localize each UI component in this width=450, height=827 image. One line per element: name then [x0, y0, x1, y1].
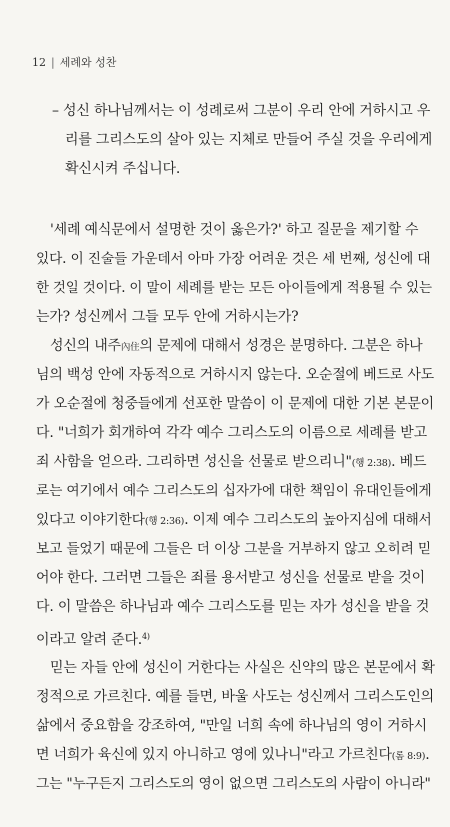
header-separator: |	[51, 56, 55, 69]
running-header	[32, 54, 116, 70]
text-line: – 성신 하나님께서는 이 성례로써 그분이 우리 안에 거하시고 우	[52, 103, 431, 119]
text-line: 님의 백성 안에 자동적으로 거하시지 않는다. 오순절에 베드로 사도	[36, 367, 434, 383]
page-number: 12	[32, 56, 46, 69]
paragraph-indwelling	[36, 332, 436, 651]
text-line: 믿는 자들 안에 성신이 거한다는 사실은 신약의 많은 본문에서 확	[50, 660, 435, 676]
text-line	[36, 741, 436, 770]
text-span: . 이제 예수 그리스도의 높아지심에 대해서	[184, 512, 432, 528]
text-span: . 베드	[391, 454, 427, 470]
text-line: 로는 여기에서 예수 그리스도의 십자가에 대한 책임이 유대인들에게	[36, 483, 432, 499]
text-line	[36, 332, 436, 361]
text-span: 성신의 내주	[50, 338, 121, 354]
scripture-reference: (행 2:38)	[351, 458, 392, 469]
text-span: 의 문제에 대해서 성경은 분명하다. 그분은 하나	[139, 338, 423, 354]
text-line: 는가? 성신께서 그들 모두 안에 거하시는가?	[36, 309, 299, 325]
text-span: 있다고 이야기한다	[36, 512, 145, 528]
text-line: 어야 한다. 그러면 그들은 죄를 용서받고 성신을 선물로 받을 것이	[36, 570, 425, 586]
text-line: 다. 이 말씀은 하나님과 예수 그리스도를 믿는 자가 성신을 받을 것	[36, 599, 430, 615]
hanja-annotation: 內住	[120, 342, 140, 353]
chapter-title: 세례와 성찬	[59, 56, 117, 69]
text-line	[36, 506, 436, 535]
text-line: 그는 "누구든지 그리스도의 영이 없으면 그리스도의 사람이 아니라"	[36, 776, 431, 792]
text-line	[36, 448, 436, 477]
text-span: .	[425, 747, 430, 763]
text-line: 다. "너희가 회개하여 각각 예수 그리스도의 이름으로 세례를 받고	[36, 425, 427, 441]
scripture-reference: (행 2:36)	[144, 516, 185, 527]
text-line: 정적으로 가르친다. 예를 들면, 바울 사도는 성신께서 그리스도인의	[36, 689, 434, 705]
text-span: 죄 사함을 얻으라. 그리하면 성신을 선물로 받으리니"	[36, 454, 352, 470]
text-line: 한 것일 것이다. 이 말이 세례를 받는 모든 아이들에게 적용될 수 있는	[36, 280, 432, 296]
scripture-reference: (롬 8:9)	[391, 751, 426, 762]
text-span: 이라고 알려 준다.	[36, 632, 143, 648]
text-line: '세례 예식문에서 설명한 것이 옳은가?' 하고 질문을 제기할 수	[50, 222, 419, 238]
text-line: 가 오순절에 청중들에게 선포한 말씀이 이 문제에 대한 기본 본문이	[36, 396, 434, 412]
text-line: 리를 그리스도의 살아 있는 지체로 만들어 주실 것을 우리에게	[65, 132, 433, 148]
footnote-marker: 4)	[142, 632, 150, 641]
paragraph-scripture	[36, 654, 436, 799]
text-line: 삶에서 중요함을 강조하여, "만일 너희 속에 하나님의 영이 거하시	[36, 718, 427, 734]
text-line	[36, 622, 436, 651]
bullet-paragraph	[52, 97, 442, 184]
text-line: 있다. 이 진술들 가운데서 아마 가장 어려운 것은 세 번째, 성신에 대	[36, 251, 431, 267]
text-line: 보고 들었기 때문에 그들은 더 이상 그분을 거부하지 않고 오히려 믿	[36, 541, 431, 557]
text-line: 확신시켜 주십니다.	[65, 161, 181, 177]
text-span: 면 너희가 육신에 있지 아니하고 영에 있나니"라고 가르친다	[36, 747, 392, 763]
paragraph-question	[36, 216, 436, 332]
